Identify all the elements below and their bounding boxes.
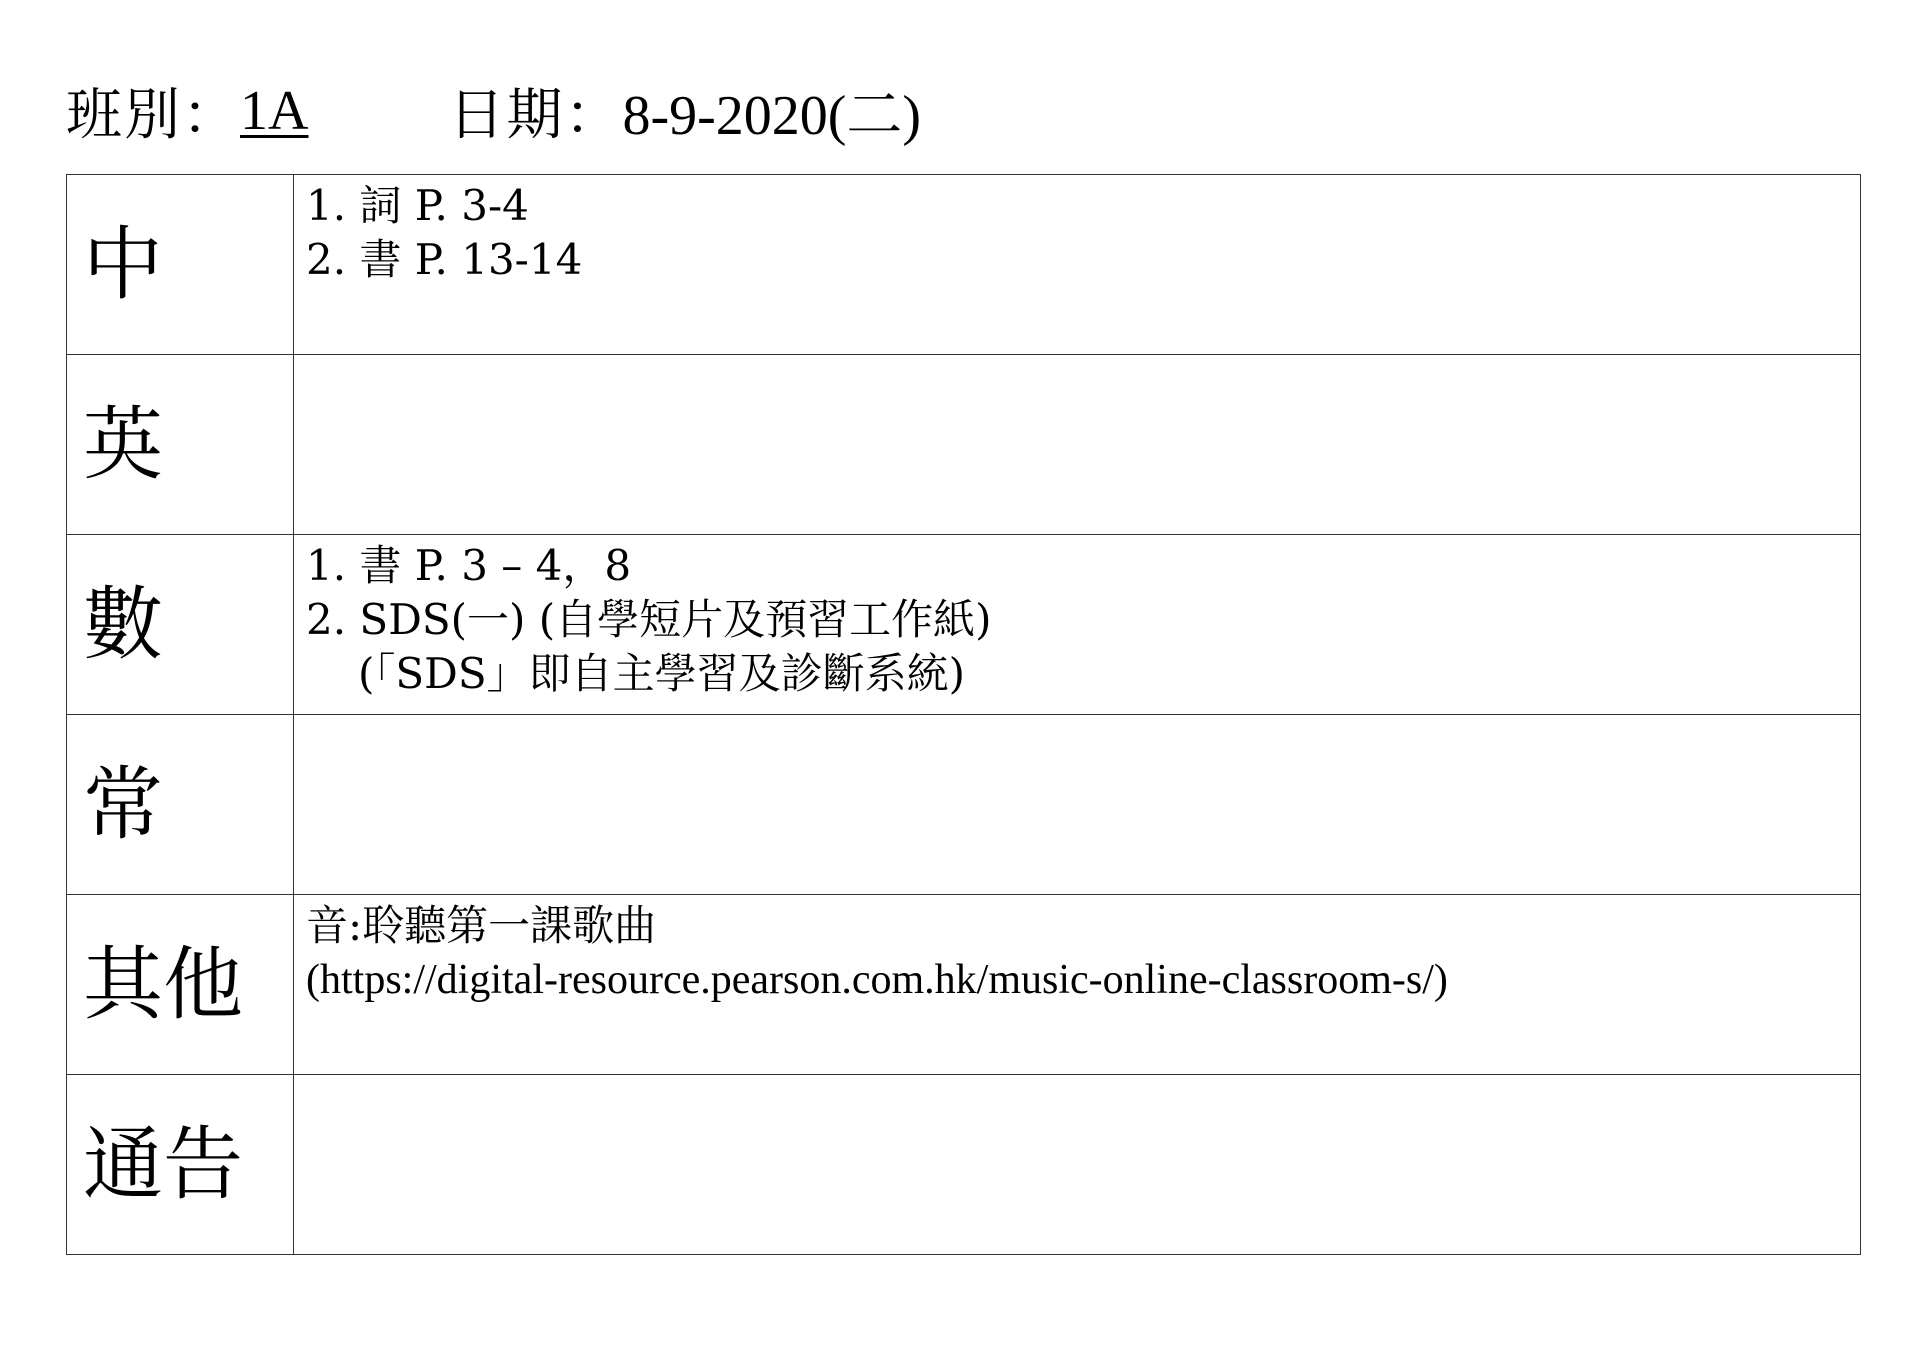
subject-label: 中 xyxy=(83,217,163,311)
class-label: 班別： xyxy=(66,83,240,148)
homework-line: 2. SDS(一) (自學短片及預習工作紙) xyxy=(306,595,992,644)
row-chinese xyxy=(67,175,1861,355)
homework-line-note: (「SDS」即自主學習及診斷系統) xyxy=(358,649,965,698)
homework-table xyxy=(66,174,1861,1255)
row-notices xyxy=(67,1075,1861,1255)
content-chinese xyxy=(294,175,1861,355)
content-english xyxy=(294,355,1861,535)
row-general-studies xyxy=(67,715,1861,895)
date-label: 日期： xyxy=(448,83,623,148)
homework-line: 音:聆聽第一課歌曲 xyxy=(306,901,657,950)
subject-label: 數 xyxy=(83,577,163,671)
subject-label: 常 xyxy=(83,757,163,851)
subject-chinese xyxy=(67,175,294,355)
class-value: 1A xyxy=(240,80,309,142)
date-value: 8-9-2020(二) xyxy=(622,85,922,147)
subject-general-studies xyxy=(67,715,294,895)
content-math xyxy=(294,535,1861,715)
subject-notices xyxy=(67,1075,294,1255)
page-header xyxy=(66,76,921,146)
content-notices xyxy=(294,1075,1861,1255)
row-others xyxy=(67,895,1861,1075)
subject-label: 英 xyxy=(83,397,163,491)
subject-english xyxy=(67,355,294,535)
subject-label: 其他 xyxy=(83,937,243,1031)
subject-others xyxy=(67,895,294,1075)
row-english xyxy=(67,355,1861,535)
homework-line: 2. 書 P. 13-14 xyxy=(306,235,583,284)
row-math xyxy=(67,535,1861,715)
homework-line: 1. 書 P. 3 – 4，8 xyxy=(306,541,632,590)
subject-label: 通告 xyxy=(83,1117,243,1211)
content-general-studies xyxy=(294,715,1861,895)
subject-math xyxy=(67,535,294,715)
homework-line: 1. 詞 P. 3-4 xyxy=(306,181,529,230)
music-resource-link[interactable]: (https://digital-resource.pearson.com.hk/music-online-classroom-s/) xyxy=(306,957,1448,1003)
content-others xyxy=(294,895,1861,1075)
